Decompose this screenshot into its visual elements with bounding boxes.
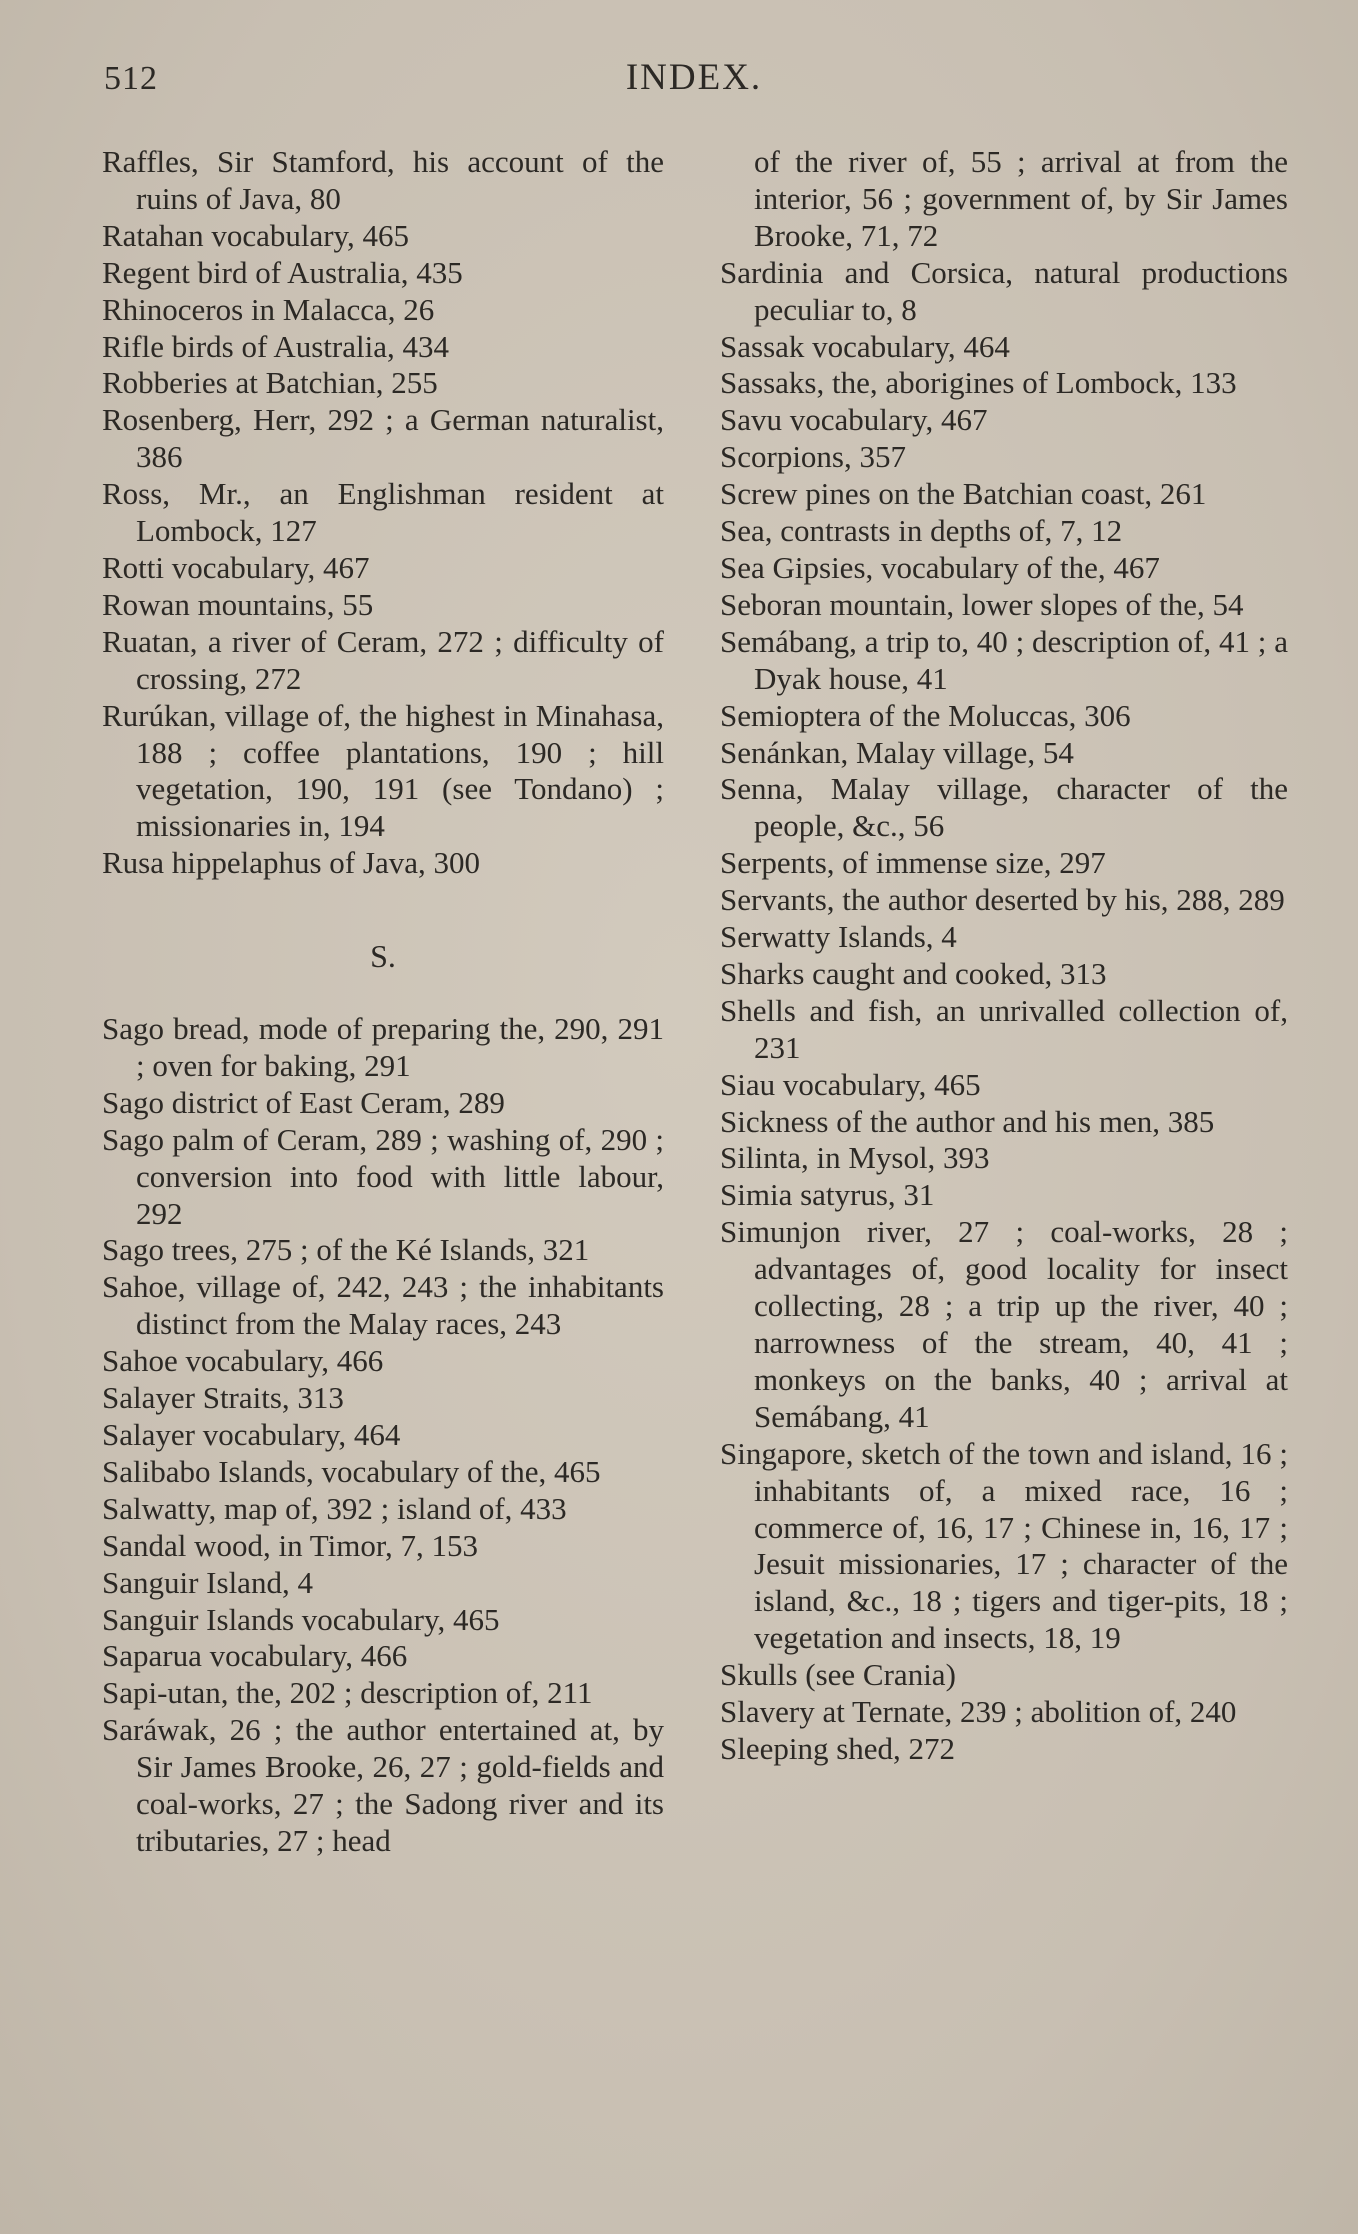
index-entry: Saráwak, 26 ; the author entertained at, by Sir James Brooke, 26, 27 ; gold-fields and coal-works, 27 ; the Sadong river and its tributaries, 27 ; head	[102, 1712, 664, 1858]
index-entry: Sardinia and Corsica, natural productions peculiar to, 8	[720, 254, 1288, 327]
index-entry: Sapi-utan, the, 202 ; description of, 211	[102, 1675, 593, 1711]
index-entry: Servants, the author deserted by his, 288, 289	[720, 882, 1285, 918]
index-entry: Ratahan vocabulary, 465	[102, 217, 410, 253]
index-entry: Sandal wood, in Timor, 7, 153	[102, 1527, 478, 1563]
index-entry: Shells and fish, an unrivalled collection of, 231	[720, 992, 1288, 1065]
index-entry-continuation: of the river of, 55 ; arrival at from the interior, 56 ; government of, by Sir James Brooke, 71, 72	[754, 144, 1288, 253]
index-entry: Senánkan, Malay village, 54	[720, 734, 1074, 770]
page-header	[104, 52, 1284, 102]
index-entry: Semioptera of the Moluccas, 306	[720, 697, 1131, 733]
index-entry: Salibabo Islands, vocabulary of the, 465	[102, 1453, 601, 1489]
index-entry: Rurúkan, village of, the highest in Minahasa, 188 ; coffee plantations, 190 ; hill vegetation, 190, 191 (see Tondano) ; missionaries in, 194	[102, 697, 664, 844]
index-entry: Rowan mountains, 55	[102, 586, 374, 622]
left-entries-r	[102, 144, 664, 882]
index-entry: Sickness of the author and his men, 385	[720, 1103, 1215, 1139]
index-entry: Skulls (see Crania)	[720, 1657, 956, 1693]
index-entry: Rhinoceros in Malacca, 26	[102, 291, 435, 327]
index-entry: Rusa hippelaphus of Java, 300	[102, 845, 480, 881]
index-entry: Saparua vocabulary, 466	[102, 1638, 408, 1674]
index-entry: Singapore, sketch of the town and island, 16 ; inhabitants of, a mixed race, 16 ; commerce of, 16, 17 ; Chinese in, 16, 17 ; Jesuit missionaries, 17 ; character of the island, &c., 18 ; tigers and tiger-pits, 18 ; vegetation and insects, 18, 19	[720, 1435, 1288, 1656]
index-entry: Ruatan, a river of Ceram, 272 ; difficulty of crossing, 272	[102, 623, 664, 696]
index-entry: Siau vocabulary, 465	[720, 1066, 981, 1102]
index-entry: Slavery at Ternate, 239 ; abolition of, 240	[720, 1694, 1237, 1730]
index-entry: Sanguir Island, 4	[102, 1564, 313, 1600]
index-entry: Sea, contrasts in depths of, 7, 12	[720, 513, 1123, 549]
page-number: 512	[104, 60, 158, 97]
index-entry: Sharks caught and cooked, 313	[720, 955, 1107, 991]
index-entry: Raffles, Sir Stamford, his account of the ruins of Java, 80	[102, 144, 664, 216]
index-entry: Sago district of East Ceram, 289	[102, 1084, 505, 1120]
index-entry: Salwatty, map of, 392 ; island of, 433	[102, 1490, 567, 1526]
index-entry: Sahoe vocabulary, 466	[102, 1343, 384, 1379]
index-entry: Sago trees, 275 ; of the Ké Islands, 321	[102, 1232, 590, 1268]
index-entry: Serwatty Islands, 4	[720, 919, 957, 955]
left-entries-s	[102, 1011, 664, 1860]
index-entry: Sago bread, mode of preparing the, 290, 291 ; oven for baking, 291	[102, 1011, 664, 1083]
index-entry: Simunjon river, 27 ; coal-works, 28 ; advantages of, good locality for insect collecting, 28 ; a trip up the river, 40 ; narrowness of the stream, 40, 41 ; monkeys on the banks, 40 ; arrival at Semábang, 41	[720, 1214, 1288, 1434]
index-entry: Rosenberg, Herr, 292 ; a German naturalist, 386	[102, 402, 664, 475]
section-letter: S.	[370, 938, 396, 975]
index-entry: Ross, Mr., an Englishman resident at Lombock, 127	[102, 476, 664, 549]
index-entry: Screw pines on the Batchian coast, 261	[720, 476, 1207, 512]
index-entry: Seboran mountain, lower slopes of the, 54	[720, 586, 1244, 622]
index-entry: Rifle birds of Australia, 434	[102, 328, 449, 364]
index-entry: Robberies at Batchian, 255	[102, 365, 438, 401]
index-entry: Salayer vocabulary, 464	[102, 1417, 401, 1452]
index-entry: Rotti vocabulary, 467	[102, 549, 370, 585]
running-head: INDEX.	[625, 57, 763, 98]
index-entry: Sleeping shed, 272	[720, 1730, 956, 1766]
index-entry: Sago palm of Ceram, 289 ; washing of, 290 ; conversion into food with little labour, 292	[102, 1121, 664, 1231]
index-entry: Sea Gipsies, vocabulary of the, 467	[720, 549, 1160, 585]
left-column	[102, 144, 664, 1860]
index-entry: Scorpions, 357	[720, 439, 906, 475]
index-entry: Regent bird of Australia, 435	[102, 254, 463, 290]
index-entry: Simia satyrus, 31	[720, 1177, 935, 1213]
index-entry: Sassak vocabulary, 464	[720, 328, 1010, 364]
index-entry: Sanguir Islands vocabulary, 465	[102, 1601, 500, 1637]
index-entry: Senna, Malay village, character of the people, &c., 56	[720, 771, 1288, 844]
right-column	[720, 144, 1288, 1768]
index-entry: Serpents, of immense size, 297	[720, 845, 1106, 881]
index-entry: Silinta, in Mysol, 393	[720, 1140, 990, 1176]
index-entry: Sassaks, the, aborigines of Lombock, 133	[720, 365, 1237, 401]
index-entry: Savu vocabulary, 467	[720, 402, 988, 438]
index-entry: Sahoe, village of, 242, 243 ; the inhabitants distinct from the Malay races, 243	[102, 1269, 664, 1342]
right-entries	[720, 255, 1288, 1768]
index-entry: Salayer Straits, 313	[102, 1380, 344, 1416]
index-entry: Semábang, a trip to, 40 ; description of, 41 ; a Dyak house, 41	[720, 623, 1288, 696]
